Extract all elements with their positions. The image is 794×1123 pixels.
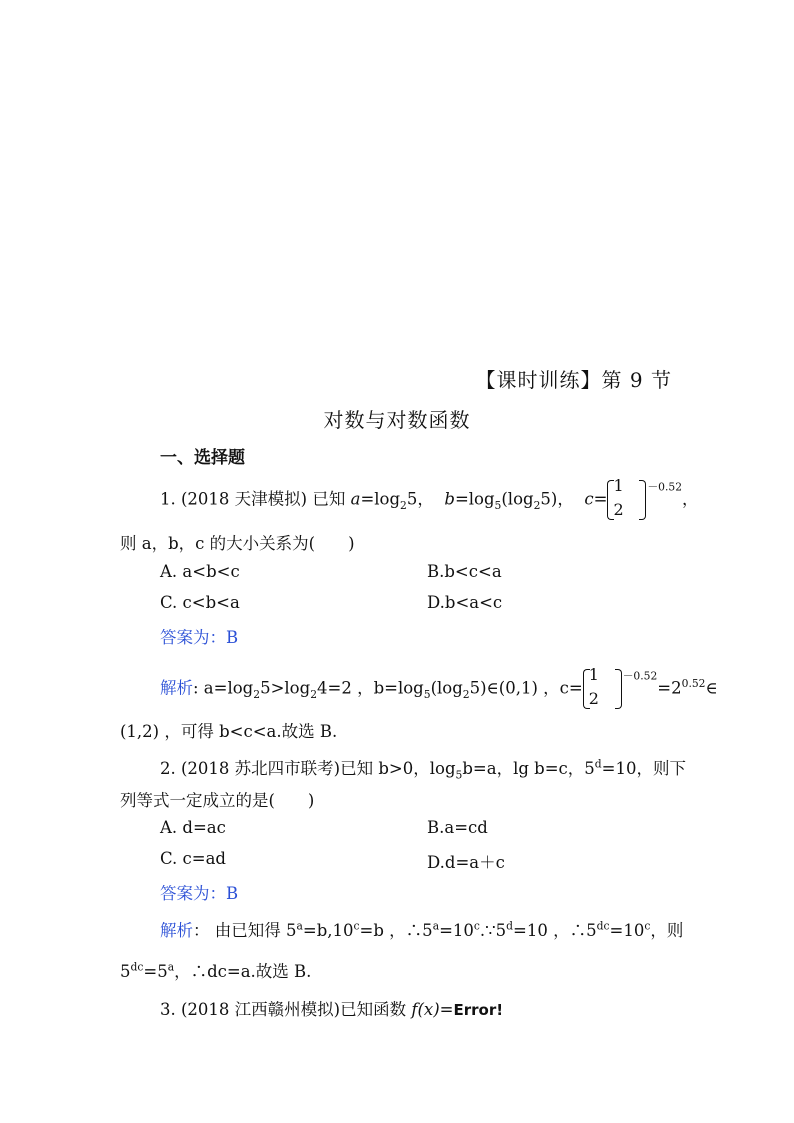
q1-option-b: B.b<c<a xyxy=(427,562,502,581)
q2-answer: 答案为：B xyxy=(160,884,239,903)
q1-answer: 答案为：B xyxy=(160,628,239,647)
question-3-line-1: 3. (2018 江西赣州模拟)已知函数 f(x)=Error! xyxy=(160,1000,504,1019)
q2-explanation-line-1: 解析： 由已知得 $5^a=b,10^c=b$ ，$\therefore 5^a=10^c.\because 5^d=10$ ，$\therefore 5^{dc}=10^c$，则 xyxy=(160,919,684,940)
q1-explanation-line-1: 解析: $a=\log_25>\log_24=2$ ，$b=\log_5(\log_25)\in(0,1)$ ，c= 1 2 $^{-0.52}=2^{0.52}\in$ xyxy=(160,667,718,711)
q2-option-d: D.d=a＋c xyxy=(427,853,505,872)
q2-option-b: B.a=cd xyxy=(427,818,488,837)
question-1-line-1: 1. (2018 天津模拟) 已知 $a=\log_25$， $b=\log_5(\log_25)$， c= 1 2 $^{-0.52}$， xyxy=(160,478,699,522)
lesson-header: 【课时训练】第 9 节 xyxy=(475,368,672,392)
section-heading: 一、选择题 xyxy=(160,448,245,468)
fraction-one-half: 1 2 xyxy=(607,478,647,522)
question-2-line-2: 列等式一定成立的是( ) xyxy=(120,791,315,810)
q2-option-a: A. d=ac xyxy=(160,818,226,837)
q2-explanation-line-2: $5^{dc}=5^a$，∴dc=a.故选 B. xyxy=(120,960,312,981)
q1-option-d: D.b<a<c xyxy=(427,593,503,612)
page-title: 对数与对数函数 xyxy=(323,408,471,432)
q2-option-c: C. c=ad xyxy=(160,849,226,868)
q1-explanation-line-2: (1,2) ，可得 b<c<a.故选 B. xyxy=(120,722,338,741)
question-1-line-2: 则 a，b，c 的大小关系为( ) xyxy=(120,534,355,553)
question-2-line-1: 2. (2018 苏北四市联考)已知 b>0，$\log_5b=a$，lg b=c，$5^d=10$，则下 xyxy=(160,757,686,782)
q1-option-c: C. c<b<a xyxy=(160,593,240,612)
q1-option-a: A. a<b<c xyxy=(160,562,240,581)
fraction-one-half-2: 1 2 xyxy=(583,667,623,711)
